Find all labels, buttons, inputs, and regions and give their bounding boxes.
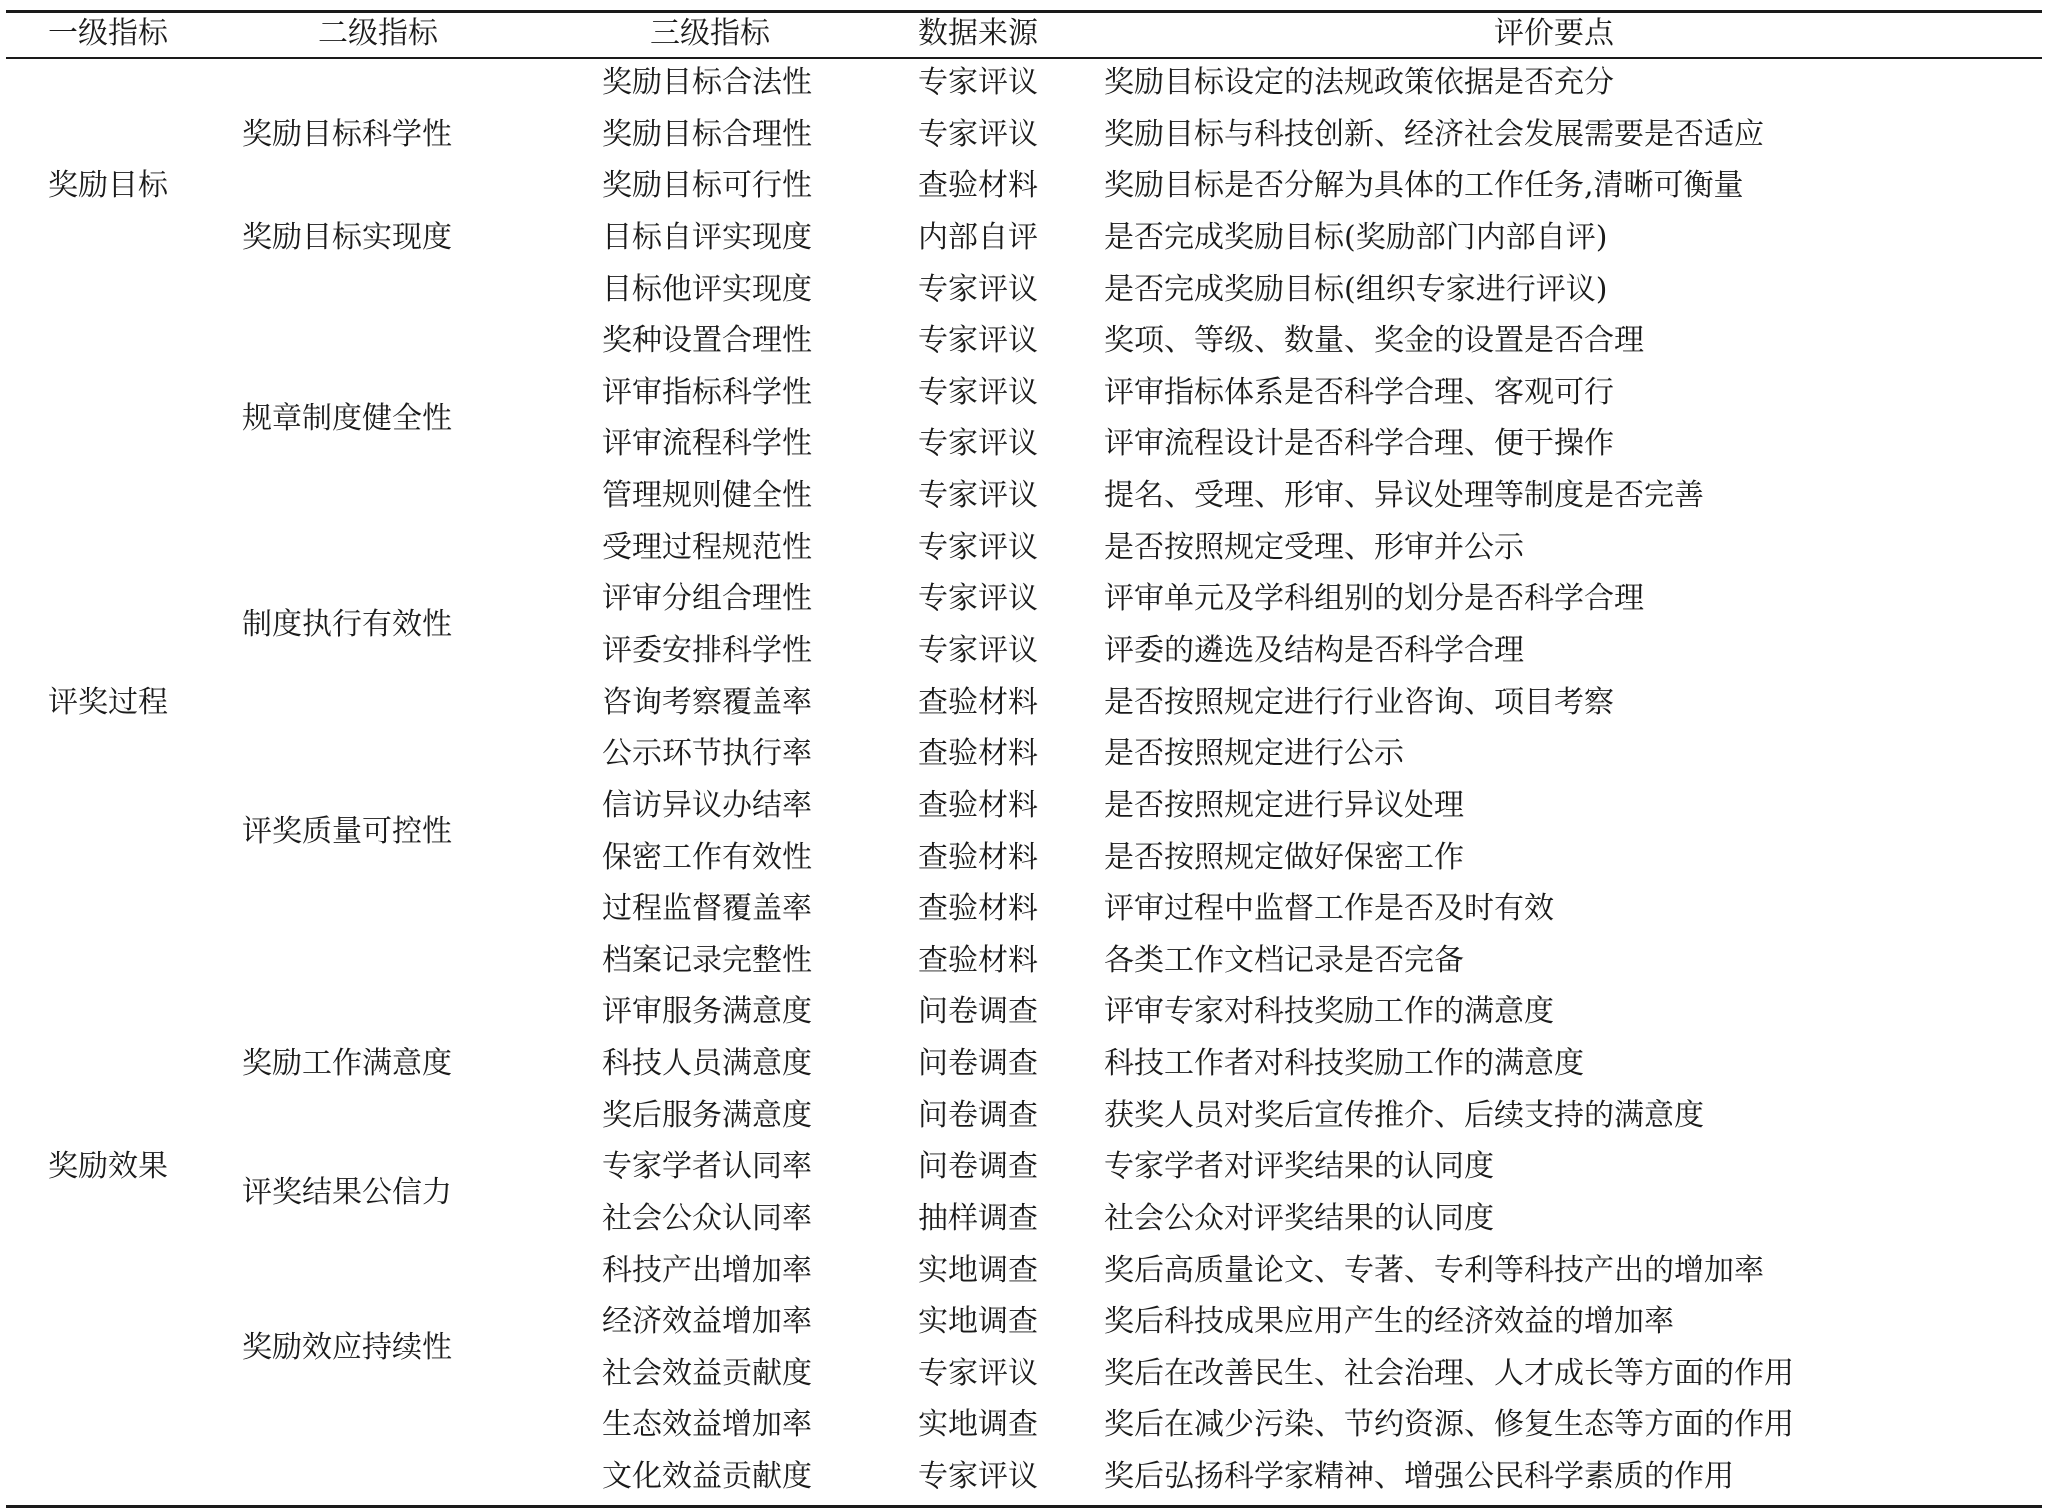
level3-indicator: 评审服务满意度 bbox=[602, 994, 812, 1030]
header-rule bbox=[6, 57, 2042, 59]
level3-indicator: 咨询考察覆盖率 bbox=[602, 684, 812, 720]
data-source: 问卷调查 bbox=[918, 994, 1038, 1030]
level1-indicator: 奖励效果 bbox=[48, 1149, 168, 1185]
level3-indicator: 奖励目标可行性 bbox=[602, 168, 812, 204]
evaluation-point: 奖后在减少污染、节约资源、修复生态等方面的作用 bbox=[1104, 1407, 1794, 1443]
level2-indicator: 奖励目标科学性 bbox=[242, 116, 452, 152]
level3-indicator: 公示环节执行率 bbox=[602, 736, 812, 772]
level3-indicator: 奖后服务满意度 bbox=[602, 1097, 812, 1133]
level2-indicator: 奖励工作满意度 bbox=[242, 1046, 452, 1081]
data-source: 查验材料 bbox=[918, 787, 1038, 823]
evaluation-point: 奖励目标是否分解为具体的工作任务,清晰可衡量 bbox=[1104, 168, 1744, 204]
evaluation-point: 提名、受理、形审、异议处理等制度是否完善 bbox=[1104, 478, 1704, 513]
level3-indicator: 评审分组合理性 bbox=[602, 581, 812, 617]
data-source: 专家评议 bbox=[918, 65, 1038, 100]
level2-indicator: 规章制度健全性 bbox=[242, 400, 452, 436]
data-source: 专家评议 bbox=[918, 581, 1038, 617]
level3-indicator: 保密工作有效性 bbox=[602, 839, 812, 875]
level3-indicator: 奖励目标合理性 bbox=[602, 116, 812, 152]
data-source: 专家评议 bbox=[918, 529, 1038, 565]
data-source: 专家评议 bbox=[918, 478, 1038, 513]
level2-indicator: 制度执行有效性 bbox=[242, 607, 452, 643]
level3-indicator: 评审流程科学性 bbox=[602, 426, 812, 462]
data-source: 专家评议 bbox=[918, 271, 1038, 307]
evaluation-point: 是否完成奖励目标(奖励部门内部自评) bbox=[1104, 219, 1608, 255]
evaluation-point: 评审指标体系是否科学合理、客观可行 bbox=[1104, 374, 1614, 410]
level1-indicator: 奖励目标 bbox=[48, 168, 168, 204]
evaluation-point: 评审过程中监督工作是否及时有效 bbox=[1104, 891, 1554, 927]
level3-indicator: 专家学者认同率 bbox=[602, 1149, 812, 1185]
data-source: 问卷调查 bbox=[918, 1097, 1038, 1133]
level3-indicator: 档案记录完整性 bbox=[602, 942, 812, 978]
data-source: 查验材料 bbox=[918, 684, 1038, 720]
evaluation-point: 奖项、等级、数量、奖金的设置是否合理 bbox=[1104, 323, 1644, 359]
level2-indicator: 评奖质量可控性 bbox=[242, 813, 452, 849]
level3-indicator: 信访异议办结率 bbox=[602, 787, 812, 823]
data-source: 专家评议 bbox=[918, 1459, 1038, 1494]
level3-indicator: 科技人员满意度 bbox=[602, 1046, 812, 1081]
data-source: 内部自评 bbox=[918, 219, 1038, 255]
evaluation-point: 社会公众对评奖结果的认同度 bbox=[1104, 1200, 1494, 1236]
data-source: 查验材料 bbox=[918, 839, 1038, 875]
evaluation-point: 奖励目标与科技创新、经济社会发展需要是否适应 bbox=[1104, 116, 1764, 152]
level3-indicator: 管理规则健全性 bbox=[602, 478, 812, 513]
level3-indicator: 社会公众认同率 bbox=[602, 1200, 812, 1236]
data-source: 查验材料 bbox=[918, 736, 1038, 772]
level3-indicator: 过程监督覆盖率 bbox=[602, 891, 812, 927]
level3-indicator: 奖励目标合法性 bbox=[602, 65, 812, 100]
level3-indicator: 文化效益贡献度 bbox=[602, 1459, 812, 1494]
evaluation-point: 奖后高质量论文、专著、专利等科技产出的增加率 bbox=[1104, 1252, 1764, 1288]
data-source: 抽样调查 bbox=[918, 1200, 1038, 1236]
level3-indicator: 生态效益增加率 bbox=[602, 1407, 812, 1443]
evaluation-point: 是否按照规定进行公示 bbox=[1104, 736, 1404, 772]
data-source: 查验材料 bbox=[918, 168, 1038, 204]
evaluation-point: 获奖人员对奖后宣传推介、后续支持的满意度 bbox=[1104, 1097, 1704, 1133]
header-level3: 三级指标 bbox=[650, 16, 770, 51]
data-source: 专家评议 bbox=[918, 632, 1038, 668]
evaluation-point: 评审流程设计是否科学合理、便于操作 bbox=[1104, 426, 1614, 462]
level2-indicator: 奖励效应持续性 bbox=[242, 1329, 452, 1365]
evaluation-point: 专家学者对评奖结果的认同度 bbox=[1104, 1149, 1494, 1185]
level1-indicator: 评奖过程 bbox=[48, 684, 168, 720]
data-source: 专家评议 bbox=[918, 426, 1038, 462]
header-level1: 一级指标 bbox=[48, 16, 168, 51]
header-data-source: 数据来源 bbox=[918, 16, 1038, 51]
evaluation-point: 是否完成奖励目标(组织专家进行评议) bbox=[1104, 271, 1608, 307]
data-source: 专家评议 bbox=[918, 1355, 1038, 1391]
bottom-rule bbox=[6, 1505, 2042, 1508]
evaluation-point: 科技工作者对科技奖励工作的满意度 bbox=[1104, 1046, 1584, 1081]
level3-indicator: 社会效益贡献度 bbox=[602, 1355, 812, 1391]
data-source: 专家评议 bbox=[918, 116, 1038, 152]
data-source: 问卷调查 bbox=[918, 1149, 1038, 1185]
data-source: 专家评议 bbox=[918, 323, 1038, 359]
evaluation-point: 各类工作文档记录是否完备 bbox=[1104, 942, 1464, 978]
data-source: 查验材料 bbox=[918, 942, 1038, 978]
level3-indicator: 科技产出增加率 bbox=[602, 1252, 812, 1288]
evaluation-point: 是否按照规定进行异议处理 bbox=[1104, 787, 1464, 823]
level3-indicator: 受理过程规范性 bbox=[602, 529, 812, 565]
data-source: 实地调查 bbox=[918, 1407, 1038, 1443]
evaluation-point: 奖励目标设定的法规政策依据是否充分 bbox=[1104, 65, 1614, 100]
evaluation-point: 奖后弘扬科学家精神、增强公民科学素质的作用 bbox=[1104, 1459, 1734, 1494]
header-level2: 二级指标 bbox=[318, 16, 438, 51]
level3-indicator: 评审指标科学性 bbox=[602, 374, 812, 410]
evaluation-point: 是否按照规定受理、形审并公示 bbox=[1104, 529, 1524, 565]
data-source: 查验材料 bbox=[918, 891, 1038, 927]
header-evaluation-points: 评价要点 bbox=[1494, 16, 1614, 51]
data-source: 专家评议 bbox=[918, 374, 1038, 410]
evaluation-point: 评审专家对科技奖励工作的满意度 bbox=[1104, 994, 1554, 1030]
level3-indicator: 目标自评实现度 bbox=[602, 219, 812, 255]
evaluation-point: 是否按照规定进行行业咨询、项目考察 bbox=[1104, 684, 1614, 720]
level3-indicator: 目标他评实现度 bbox=[602, 271, 812, 307]
evaluation-point: 奖后科技成果应用产生的经济效益的增加率 bbox=[1104, 1304, 1674, 1340]
level3-indicator: 评委安排科学性 bbox=[602, 632, 812, 668]
level3-indicator: 经济效益增加率 bbox=[602, 1304, 812, 1340]
evaluation-point: 是否按照规定做好保密工作 bbox=[1104, 839, 1464, 875]
level3-indicator: 奖种设置合理性 bbox=[602, 323, 812, 359]
evaluation-point: 评审单元及学科组别的划分是否科学合理 bbox=[1104, 581, 1644, 617]
evaluation-point: 评委的遴选及结构是否科学合理 bbox=[1104, 632, 1524, 668]
data-source: 问卷调查 bbox=[918, 1046, 1038, 1081]
level2-indicator: 评奖结果公信力 bbox=[242, 1175, 452, 1210]
data-source: 实地调查 bbox=[918, 1304, 1038, 1340]
data-source: 实地调查 bbox=[918, 1252, 1038, 1288]
evaluation-point: 奖后在改善民生、社会治理、人才成长等方面的作用 bbox=[1104, 1355, 1794, 1391]
level2-indicator: 奖励目标实现度 bbox=[242, 219, 452, 255]
